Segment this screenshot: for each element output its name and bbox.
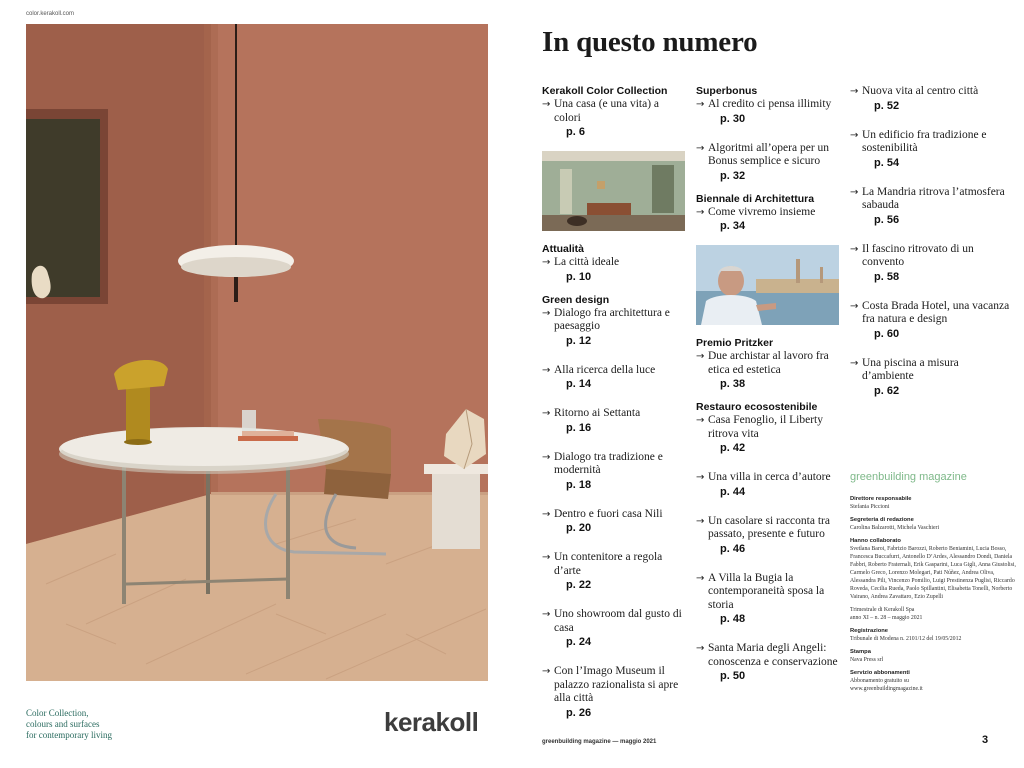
section-heading: Premio Pritzker xyxy=(696,337,774,349)
entry-page: p. 16 xyxy=(566,421,592,434)
toc-entry[interactable] xyxy=(542,364,687,392)
entry-title: La Mandria ritrova l’atmosfera sabauda xyxy=(862,185,1005,211)
masthead-title: greenbuilding magazine xyxy=(850,471,967,483)
entry-page: p. 60 xyxy=(874,327,900,340)
masthead-text: Trimestrale di Kerakoll Spa xyxy=(850,607,915,613)
entry-page: p. 14 xyxy=(566,378,592,390)
entry-title: Dentro e fuori casa Nili xyxy=(554,507,663,520)
entry-title: La città ideale xyxy=(554,256,620,268)
entry-title: Una villa in cerca d’autore xyxy=(708,471,831,483)
entry-title: Al credito ci pensa illimity xyxy=(708,98,832,110)
toc-entry[interactable] xyxy=(850,85,1010,113)
toc-entry[interactable] xyxy=(696,515,846,556)
section-heading: Attualità xyxy=(542,243,584,255)
entry-page: p. 12 xyxy=(566,334,592,347)
right-page xyxy=(512,0,1024,768)
section-heading: Green design xyxy=(542,293,610,306)
entry-page: p. 50 xyxy=(720,670,746,682)
page-number: 3 xyxy=(982,734,989,746)
arrow-icon: → xyxy=(696,142,705,154)
arrow-icon: → xyxy=(542,307,551,319)
caption-line: Color Collection, xyxy=(26,708,89,718)
toc-entry[interactable] xyxy=(850,300,1010,341)
entry-title: Nuova vita al centro città xyxy=(862,85,979,97)
toc-entry[interactable] xyxy=(542,551,687,592)
arrow-icon: → xyxy=(542,609,551,620)
arrow-icon: → xyxy=(850,357,859,369)
arrow-icon: → xyxy=(696,643,705,654)
arrow-icon: → xyxy=(850,243,859,255)
entry-title: Con l’Imago Museum il palazzo razionalista si apre alla città xyxy=(554,665,679,704)
entry-page: p. 32 xyxy=(720,169,746,182)
masthead-text: Tribunale di Modena n. 2101/12 del 19/05/2012 xyxy=(850,636,962,642)
entry-title: Algoritmi all’opera per un Bonus semplice e sicuro xyxy=(708,141,830,167)
toc-entry[interactable] xyxy=(542,256,687,284)
arrow-icon: → xyxy=(850,186,859,198)
entry-title: Un contenitore a regola d’arte xyxy=(554,551,663,577)
toc-entry[interactable] xyxy=(696,572,846,627)
toc-entry[interactable] xyxy=(542,307,687,348)
masthead xyxy=(850,471,1020,698)
entry-page: p. 46 xyxy=(720,542,746,555)
entry-title: Una piscina a misura d’ambiente xyxy=(862,356,959,382)
toc-entry[interactable] xyxy=(542,665,687,720)
toc-entry[interactable] xyxy=(696,471,846,499)
masthead-text: Stefania Piccioni xyxy=(850,504,890,510)
entry-page: p. 62 xyxy=(874,384,900,397)
entry-title: Dialogo tra tradizione e modernità xyxy=(554,450,663,476)
toc-entry[interactable] xyxy=(850,186,1010,227)
entry-page: p. 22 xyxy=(566,579,592,591)
arrow-icon: → xyxy=(542,99,551,110)
caption-line: colours and surfaces xyxy=(26,719,100,729)
caption-line: for contemporary living xyxy=(26,730,112,740)
toc-column-3 xyxy=(850,85,1010,398)
masthead-label: Hanno collaborato xyxy=(850,538,901,544)
arrow-icon: → xyxy=(850,129,859,141)
masthead-text: Nava Press srl xyxy=(850,657,884,663)
toc-entry[interactable] xyxy=(696,142,846,183)
arrow-icon: → xyxy=(542,257,551,268)
toc-entry[interactable] xyxy=(850,243,1010,284)
toc-column-1 xyxy=(542,85,687,720)
entry-title: Casa Fenoglio, il Liberty ritrova vita xyxy=(708,414,823,440)
arrow-icon: → xyxy=(542,552,551,563)
entry-page: p. 44 xyxy=(720,485,746,498)
masthead-label: Direttore responsabile xyxy=(850,496,912,502)
entry-page: p. 10 xyxy=(566,270,592,283)
footer-text: greenbuilding magazine — maggio 2021 xyxy=(542,739,657,745)
arrow-icon: → xyxy=(696,99,705,110)
entry-title: A Villa la Bugia la contemporaneità sposa la storia xyxy=(708,571,825,611)
entry-title: Ritorno ai Settanta xyxy=(554,407,641,419)
arrow-icon: → xyxy=(542,508,551,520)
kerakoll-logo: kerakoll xyxy=(384,707,479,737)
toc-entry[interactable] xyxy=(696,414,846,455)
entry-page: p. 6 xyxy=(566,126,585,138)
entry-page: p. 42 xyxy=(720,442,746,454)
toc-entry[interactable] xyxy=(542,508,687,536)
masthead-label: Stampa xyxy=(850,649,871,655)
entry-title: Uno showroom dal gusto di casa xyxy=(554,608,682,634)
entry-page: p. 20 xyxy=(566,522,592,534)
arrow-icon: → xyxy=(696,515,705,527)
entry-page: p. 54 xyxy=(874,156,900,169)
arrow-icon: → xyxy=(850,300,859,312)
toc-entry[interactable] xyxy=(696,206,846,234)
site-url: color.kerakoll.com xyxy=(26,11,75,17)
masthead-text: anno XI – n. 28 – maggio 2021 xyxy=(850,615,923,621)
entry-title: Come vivremo insieme xyxy=(708,205,816,218)
entry-page: p. 56 xyxy=(874,213,900,226)
arrow-icon: → xyxy=(696,472,705,483)
entry-page: p. 34 xyxy=(720,220,746,232)
toc-entry[interactable] xyxy=(542,451,687,492)
interior-photo xyxy=(26,24,488,681)
arrow-icon: → xyxy=(542,408,551,419)
toc-entry[interactable] xyxy=(542,608,687,649)
toc-entry[interactable] xyxy=(542,98,687,139)
page-title: In questo numero xyxy=(542,26,758,58)
masthead-label: Segreteria di redazione xyxy=(850,517,914,523)
venice-portrait-thumbnail xyxy=(696,245,839,325)
toc-entry[interactable] xyxy=(696,642,846,683)
arrow-icon: → xyxy=(696,351,705,362)
arrow-icon: → xyxy=(696,206,705,218)
masthead-text: Abbonamento gratuito su xyxy=(850,678,909,684)
entry-page: p. 58 xyxy=(874,270,900,283)
section-heading: Kerakoll Color Collection xyxy=(542,85,668,97)
toc-entry[interactable] xyxy=(850,357,1010,398)
masthead-text: Svetlana Baroi, Fabrizio Barozzi, Roberto Beniamini, Lucia Bosso, Francesca Buccafurri, Antonello D’Ardes, Alessandro Dondi, Daniela Fabbri, Roberto Fraternali, Erik Gasparini, Luca Gigli, Anna Giustolisi, Carmelo Greco, Lorenzo Molegari, Pati Núñez, Andrea Oliva, Alessandra Pili, Vincenzo Pomilio, Luigi Prestinenza Puglisi, Riccardo Roveda, Cecilia Rueda, Paolo Spillantini, Elisabetta Tonelli, Norberto Vairano, Andrea Zavattaro, Ezio Zupelli xyxy=(850,546,1016,600)
entry-title: Dialogo fra architettura e paesaggio xyxy=(554,306,670,332)
entry-title: Una casa (e una vita) a colori xyxy=(554,98,660,124)
entry-page: p. 48 xyxy=(720,613,746,625)
toc-entry[interactable] xyxy=(542,407,687,435)
entry-title: Un edificio fra tradizione e sostenibilità xyxy=(862,128,987,154)
arrow-icon: → xyxy=(696,572,705,584)
green-room-thumbnail xyxy=(542,151,685,231)
entry-title: Un casolare si racconta tra passato, presente e futuro xyxy=(708,514,830,540)
section-heading: Restauro ecosostenibile xyxy=(696,401,818,413)
masthead-label: Registrazione xyxy=(850,628,889,634)
arrow-icon: → xyxy=(542,666,551,677)
entry-title: Alla ricerca della luce xyxy=(554,363,656,376)
entry-page: p. 38 xyxy=(720,378,746,390)
entry-page: p. 24 xyxy=(566,636,592,648)
entry-page: p. 18 xyxy=(566,478,592,491)
masthead-link[interactable]: www.greenbuildingmagazine.it xyxy=(850,686,923,692)
photo-caption xyxy=(26,708,112,741)
entry-title: Santa Maria degli Angeli: conoscenza e conservazione xyxy=(708,642,838,668)
section-heading: Superbonus xyxy=(696,85,758,97)
entry-title: Due archistar al lavoro fra etica ed estetica xyxy=(708,350,829,376)
arrow-icon: → xyxy=(542,451,551,463)
entry-page: p. 26 xyxy=(566,706,592,719)
entry-page: p. 52 xyxy=(874,99,900,112)
toc-entry[interactable] xyxy=(850,129,1010,170)
toc-entry[interactable] xyxy=(696,98,846,126)
entry-title: Il fascino ritrovato di un convento xyxy=(862,242,974,268)
arrow-icon: → xyxy=(542,364,551,376)
toc-entry[interactable] xyxy=(696,350,846,391)
section-heading: Biennale di Architettura xyxy=(696,192,815,205)
toc-column-2 xyxy=(696,85,846,683)
entry-title: Costa Brada Hotel, una vacanza fra natura e design xyxy=(862,299,1010,325)
arrow-icon: → xyxy=(850,86,859,97)
masthead-label: Servizio abbonamenti xyxy=(850,670,910,676)
entry-page: p. 30 xyxy=(720,112,746,125)
masthead-text: Carolina Balzarotti, Michela Vaschieri xyxy=(850,525,940,531)
arrow-icon: → xyxy=(696,415,705,426)
